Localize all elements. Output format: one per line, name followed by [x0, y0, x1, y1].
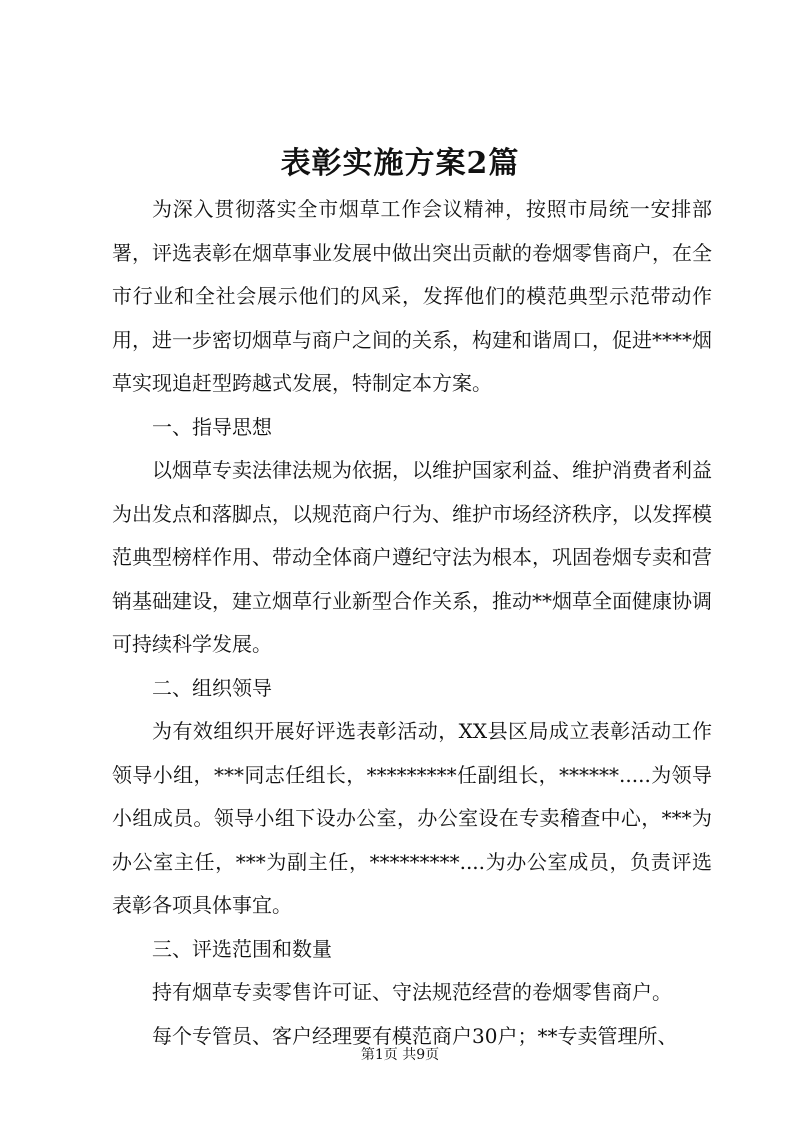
document-body	[112, 188, 712, 1058]
page-title: 表彰实施方案2篇	[280, 146, 520, 181]
page-footer: 第1页 共9页	[360, 1047, 440, 1063]
paragraph-organization: 为有效组织开展好评选表彰活动，XX县区局成立表彰活动工作领导小组，***同志任组长，*********任副组长，******.....为领导小组成员。领导小组下设办公室，办公室设在专卖稽查中心，***为办公室主任，***为副主任，*********....为办公室成员，负责评选表彰各项具体事宜。	[112, 719, 712, 917]
section-heading-2: 二、组织领导	[152, 675, 272, 700]
section-heading-1: 一、指导思想	[152, 414, 272, 439]
paragraph-quantity: 每个专管员、客户经理要有模范商户30户；**专卖管理所、	[152, 1023, 678, 1048]
paragraph-guiding-ideology: 以烟草专卖法律法规为依据，以维护国家利益、维护消费者利益为出发点和落脚点，以规范商户行为、维护市场经济秩序，以发挥模范典型榜样作用、带动全体商户遵纪守法为根本，巩固卷烟专卖和营销基础建设，建立烟草行业新型合作关系，推动**烟草全面健康协调可持续科学发展。	[112, 458, 712, 656]
paragraph-intro: 为深入贯彻落实全市烟草工作会议精神，按照市局统一安排部署，评选表彰在烟草事业发展中做出突出贡献的卷烟零售商户，在全市行业和全社会展示他们的风采，发挥他们的模范典型示范带动作用，进一步密切烟草与商户之间的关系，构建和谐周口，促进****烟草实现追赶型跨越式发展，特制定本方案。	[112, 197, 712, 395]
paragraph-scope: 持有烟草专卖零售许可证、守法规范经营的卷烟零售商户。	[152, 980, 672, 1004]
section-heading-3: 三、评选范围和数量	[152, 936, 332, 961]
